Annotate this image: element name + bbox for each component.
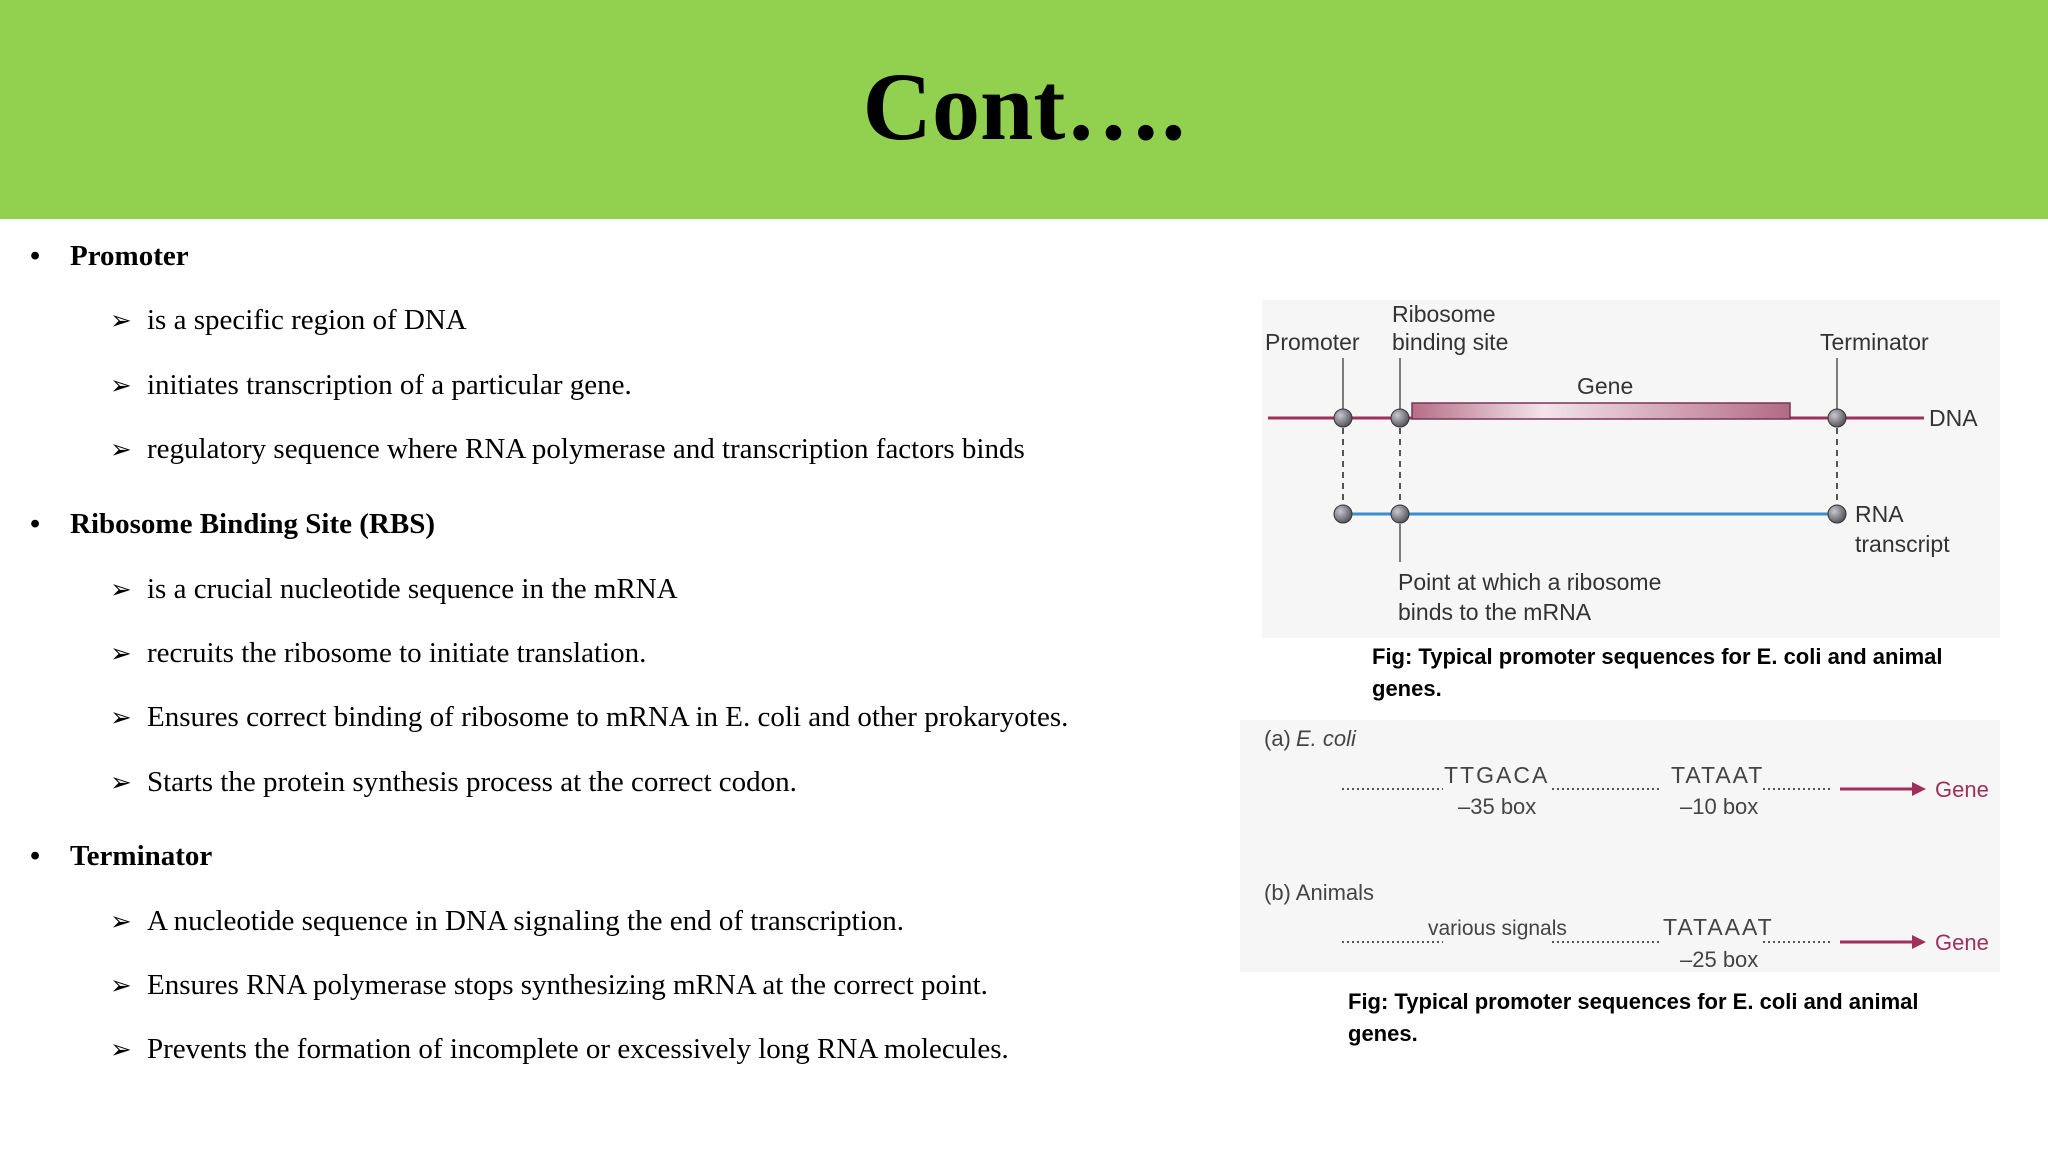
list-item: ➢ A nucleotide sequence in DNA signaling the end of transcription. [110, 905, 905, 937]
dna-label: DNA [1929, 405, 1978, 431]
arrow-bullet-icon: ➢ [110, 371, 132, 400]
ribosome-point-line2: binds to the mRNA [1398, 599, 1592, 625]
arrow-bullet-icon: ➢ [110, 639, 132, 668]
ecoli-arrowhead-icon [1912, 782, 1926, 796]
promoter-label: Promoter [1265, 329, 1360, 355]
ecoli-panel-letter: (a) [1264, 726, 1291, 751]
ribosome-point-line1: Point at which a ribosome [1398, 569, 1662, 595]
section-heading-promoter: • Promoter [30, 240, 189, 272]
box25-sequence: TATAAAT [1663, 914, 1774, 940]
arrow-bullet-icon: ➢ [110, 907, 132, 936]
promoter-marker [1334, 409, 1352, 427]
figure2-caption: Fig: Typical promoter sequences for E. coli and animal genes. [1348, 989, 1919, 1046]
rna-rbs-marker [1391, 505, 1409, 523]
terminator-label: Terminator [1820, 329, 1929, 355]
gene-structure-figure [1262, 300, 2000, 638]
arrow-bullet-icon: ➢ [110, 575, 132, 604]
various-signals-label: various signals [1428, 917, 1567, 940]
list-item: ➢ Prevents the formation of incomplete or excessively long RNA molecules. [110, 1033, 1009, 1065]
box25-label: –25 box [1680, 947, 1759, 972]
list-item: ➢ Ensures correct binding of ribosome to mRNA in E. coli and other prokaryotes. [110, 701, 1069, 733]
box10-sequence: TATAAT [1671, 762, 1765, 788]
rna-start-marker [1334, 505, 1352, 523]
animals-gene-label: Gene [1935, 930, 1989, 955]
ecoli-panel-label: E. coli [1296, 726, 1356, 751]
arrow-bullet-icon: ➢ [110, 306, 132, 335]
list-item: ➢ Starts the protein synthesis process at the correct codon. [110, 766, 797, 798]
ecoli-gene-label: Gene [1935, 777, 1989, 802]
box10-label: –10 box [1680, 794, 1759, 819]
terminator-marker [1828, 409, 1846, 427]
list-item: ➢ initiates transcription of a particular gene. [110, 369, 632, 401]
arrow-bullet-icon: ➢ [110, 703, 132, 732]
box35-label: –35 box [1458, 794, 1537, 819]
bullet-icon: • [30, 840, 41, 872]
list-item: ➢ Ensures RNA polymerase stops synthesizing mRNA at the correct point. [110, 969, 988, 1001]
rbs-marker [1391, 409, 1409, 427]
gene-label: Gene [1577, 373, 1634, 399]
rbs-label-line1: Ribosome [1392, 301, 1496, 327]
gene-structure-diagram [1262, 300, 2000, 638]
list-item: ➢ recruits the ribosome to initiate translation. [110, 637, 647, 669]
section-heading-rbs: • Ribosome Binding Site (RBS) [30, 508, 435, 540]
rna-label-line2: transcript [1855, 531, 1950, 557]
bullet-icon: • [30, 240, 41, 272]
gene-bar [1412, 403, 1790, 419]
arrow-bullet-icon: ➢ [110, 971, 132, 1000]
bullet-icon: • [30, 508, 41, 540]
figure1-caption: Fig: Typical promoter sequences for E. coli and animal genes. [1372, 644, 1943, 701]
animals-arrowhead-icon [1912, 935, 1926, 949]
rbs-label-line2: binding site [1392, 329, 1509, 355]
animals-panel-label: (b) Animals [1264, 880, 1375, 905]
arrow-bullet-icon: ➢ [110, 768, 132, 797]
list-item: ➢ is a specific region of DNA [110, 304, 467, 336]
slide-title: Cont…. [862, 53, 1186, 160]
box35-sequence: TTGACA [1444, 762, 1550, 788]
promoter-sequences-figure [1240, 720, 2000, 972]
arrow-bullet-icon: ➢ [110, 435, 132, 464]
arrow-bullet-icon: ➢ [110, 1035, 132, 1064]
rna-label-line1: RNA [1855, 501, 1904, 527]
list-item: ➢ is a crucial nucleotide sequence in the mRNA [110, 573, 678, 605]
list-item: ➢ regulatory sequence where RNA polymerase and transcription factors binds [110, 433, 1025, 465]
rna-end-marker [1828, 505, 1846, 523]
section-heading-terminator: • Terminator [30, 840, 213, 872]
promoter-sequences-diagram [1240, 720, 2000, 972]
